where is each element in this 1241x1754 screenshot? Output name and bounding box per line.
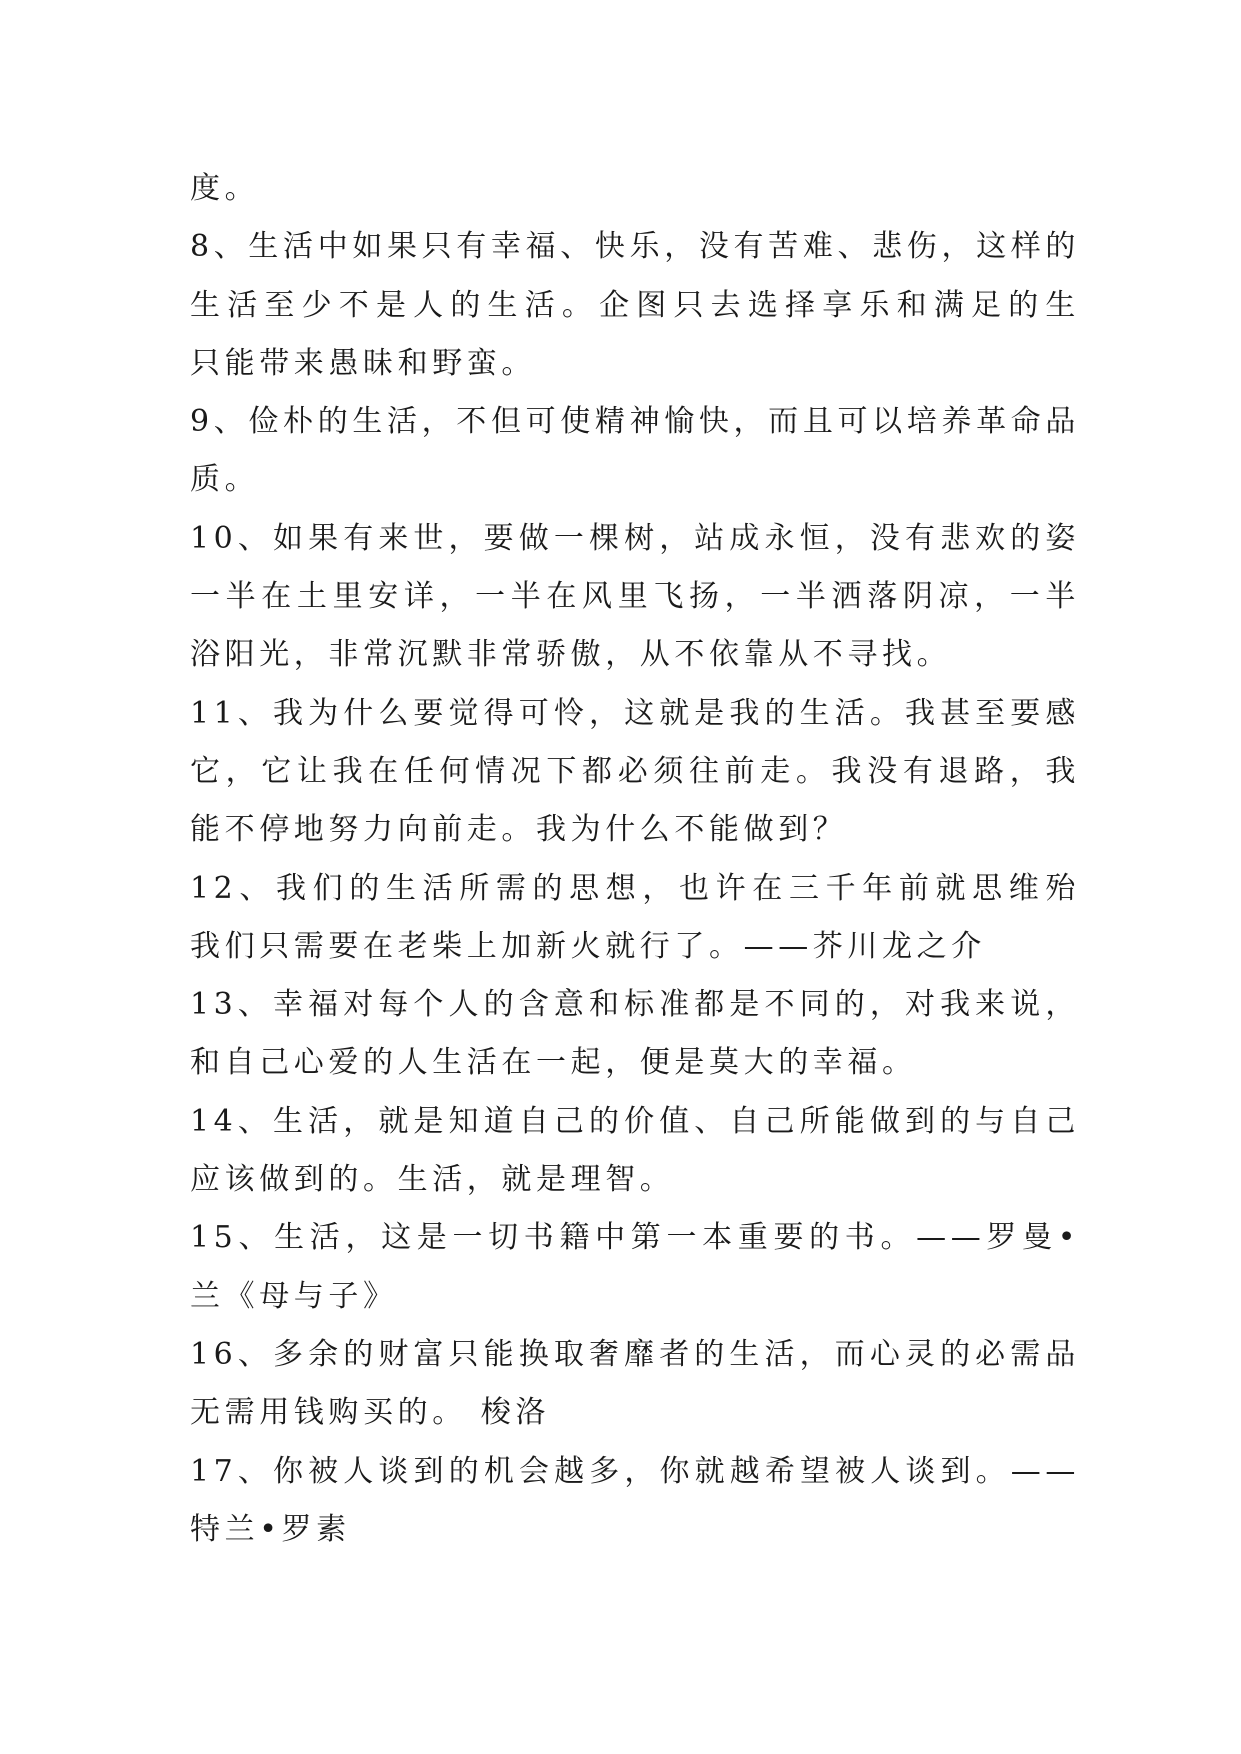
text-line: 我们只需要在老柴上加新火就行了。——芥川龙之介 [190,928,986,964]
text-line: 生活至少不是人的生活。企图只去选择享乐和满足的生 [190,287,1080,323]
text-line: 能不停地努力向前走。我为什么不能做到？ [190,812,848,848]
text-line: 12、我们的生活所需的思想，也许在三千年前就思维殆 [190,870,1080,906]
document-body [190,160,1080,1559]
text-line: 11、我为什么要觉得可怜，这就是我的生活。我甚至要感 [190,695,1080,731]
text-line: 一半在土里安详，一半在风里飞扬，一半洒落阴凉，一半 [190,579,1080,615]
text-line: 质。 [190,462,260,498]
text-line: 度。 [190,171,260,206]
text-line: 8、生活中如果只有幸福、快乐，没有苦难、悲伤，这样的 [190,229,1080,265]
text-line: 9、俭朴的生活，不但可使精神愉快，而且可以培养革命品 [190,404,1080,440]
text-line: 兰《母与子》 [190,1278,398,1314]
text-line: 它，它让我在任何情况下都必须往前走。我没有退路，我 [190,753,1080,789]
text-line: 16、多余的财富只能换取奢靡者的生活，而心灵的必需品 [190,1336,1080,1372]
text-line: 浴阳光，非常沉默非常骄傲，从不依靠从不寻找。 [190,637,952,673]
text-line: 15、生活，这是一切书籍中第一本重要的书。——罗曼• [190,1220,1080,1256]
text-line: 应该做到的。生活，就是理智。 [190,1162,675,1198]
text-line: 特兰•罗素 [190,1511,351,1547]
text-line: 13、幸福对每个人的含意和标准都是不同的，对我来说， [190,987,1080,1023]
text-line: 和自己心爱的人生活在一起，便是莫大的幸福。 [190,1045,917,1081]
text-line: 17、你被人谈到的机会越多，你就越希望被人谈到。—— [190,1453,1080,1489]
text-line: 只能带来愚昧和野蛮。 [190,345,536,381]
text-line: 无需用钱购买的。 梭洛 [190,1395,551,1431]
text-line: 10、如果有来世，要做一棵树，站成永恒，没有悲欢的姿 [190,520,1080,556]
text-line: 14、生活，就是知道自己的价值、自己所能做到的与自己 [190,1103,1080,1139]
